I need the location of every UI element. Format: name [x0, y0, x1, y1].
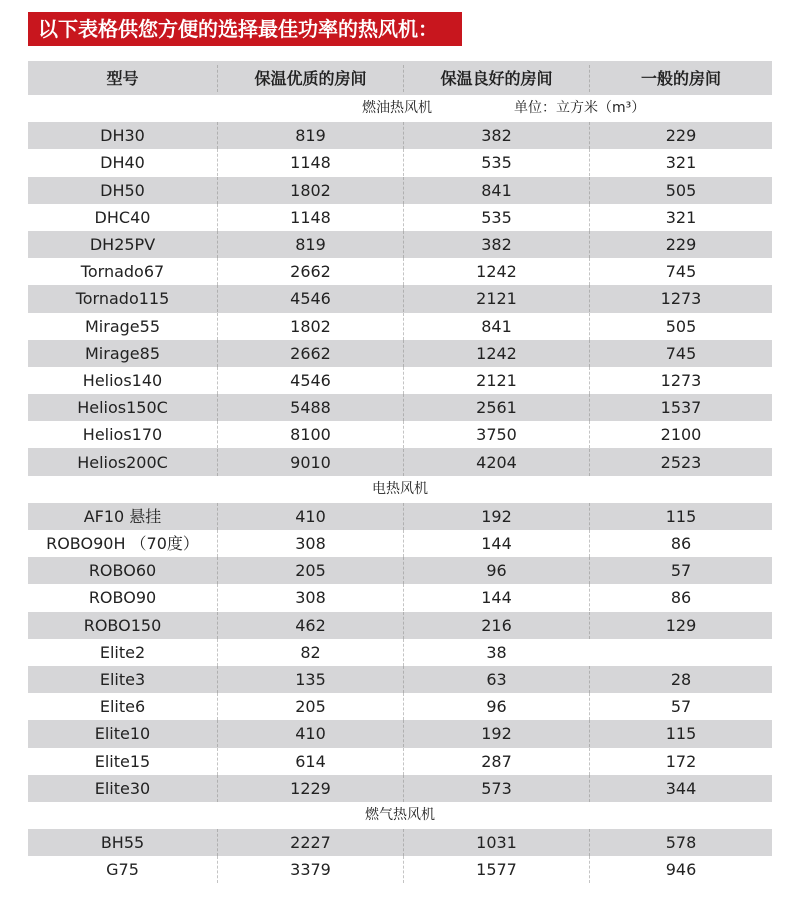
good-insulation-cell: 192 [403, 503, 589, 530]
excellent-insulation-cell: 205 [217, 693, 403, 720]
good-insulation-cell: 1242 [403, 258, 589, 285]
model-cell: Elite30 [94, 778, 151, 798]
table-row [28, 177, 772, 204]
excellent-insulation-cell: 3379 [217, 856, 403, 883]
table-row [28, 584, 772, 611]
model-cell: ROBO60 [88, 561, 157, 581]
average-room-cell: 86 [589, 530, 772, 557]
table-row [28, 231, 772, 258]
good-insulation-cell: 38 [403, 639, 589, 666]
model-cell: Elite6 [99, 697, 146, 717]
good-insulation-cell: 1031 [403, 829, 589, 856]
excellent-insulation-cell: 819 [217, 122, 403, 149]
table-row [28, 666, 772, 693]
good-insulation-cell: 3750 [403, 421, 589, 448]
excellent-insulation-cell: 410 [217, 720, 403, 747]
good-insulation-cell: 535 [403, 149, 589, 176]
good-insulation-cell: 287 [403, 748, 589, 775]
good-insulation-cell: 841 [403, 313, 589, 340]
excellent-insulation-cell: 4546 [217, 367, 403, 394]
excellent-insulation-cell: 1148 [217, 204, 403, 231]
good-insulation-cell: 144 [403, 584, 589, 611]
average-room-cell: 745 [589, 340, 772, 367]
good-insulation-cell: 535 [403, 204, 589, 231]
table-row [28, 748, 772, 775]
excellent-insulation-cell: 4546 [217, 285, 403, 312]
model-cell: ROBO90 [88, 588, 157, 608]
table-row [28, 421, 772, 448]
model-cell: Elite15 [94, 751, 151, 771]
table-row [28, 204, 772, 231]
unit-label: 单位：立方米（m³） [514, 100, 646, 116]
excellent-insulation-cell: 82 [217, 639, 403, 666]
table-header-row [28, 61, 772, 95]
average-room-cell: 115 [589, 720, 772, 747]
good-insulation-cell: 2561 [403, 394, 589, 421]
model-cell: Helios150C [77, 398, 168, 418]
section-heading-electric-heaters [28, 476, 772, 503]
model-cell: DH40 [100, 153, 145, 173]
model-cell: DHC40 [94, 207, 151, 227]
table-row [28, 149, 772, 176]
excellent-insulation-cell: 5488 [217, 394, 403, 421]
average-room-cell: 86 [589, 584, 772, 611]
excellent-insulation-cell: 462 [217, 612, 403, 639]
column-header-good-insulation: 保温良好的房间 [403, 65, 589, 92]
table-row [28, 258, 772, 285]
excellent-insulation-cell: 9010 [217, 449, 403, 476]
excellent-insulation-cell: 8100 [217, 421, 403, 448]
excellent-insulation-cell: 1148 [217, 149, 403, 176]
column-header-model: 型号 [106, 68, 139, 88]
good-insulation-cell: 2121 [403, 367, 589, 394]
table-row [28, 122, 772, 149]
average-room-cell: 2100 [589, 421, 772, 448]
model-cell: Helios200C [77, 452, 168, 472]
average-room-cell: 229 [589, 231, 772, 258]
excellent-insulation-cell: 614 [217, 748, 403, 775]
model-cell: DH50 [100, 180, 145, 200]
average-room-cell: 172 [589, 748, 772, 775]
excellent-insulation-cell: 308 [217, 530, 403, 557]
average-room-cell: 229 [589, 122, 772, 149]
model-cell: Elite3 [99, 670, 146, 690]
heater-selection-table [28, 61, 772, 883]
table-body [28, 95, 772, 883]
good-insulation-cell: 382 [403, 231, 589, 258]
good-insulation-cell: 573 [403, 775, 589, 802]
table-row [28, 448, 772, 475]
average-room-cell: 1537 [589, 394, 772, 421]
good-insulation-cell: 382 [403, 122, 589, 149]
model-cell: Tornado115 [75, 289, 170, 309]
table-row [28, 557, 772, 584]
model-cell: ROBO150 [83, 615, 162, 635]
excellent-insulation-cell: 1229 [217, 775, 403, 802]
excellent-insulation-cell: 410 [217, 503, 403, 530]
average-room-cell: 505 [589, 313, 772, 340]
page-banner-title: 以下表格供您方便的选择最佳功率的热风机： [28, 12, 462, 46]
excellent-insulation-cell: 2662 [217, 258, 403, 285]
model-cell: Tornado67 [80, 262, 165, 282]
average-room-cell: 578 [589, 829, 772, 856]
model-cell: DH30 [100, 126, 145, 146]
average-room-cell: 321 [589, 149, 772, 176]
good-insulation-cell: 96 [403, 693, 589, 720]
model-cell: Mirage85 [85, 343, 160, 363]
average-room-cell: 745 [589, 258, 772, 285]
good-insulation-cell: 1577 [403, 856, 589, 883]
excellent-insulation-cell: 1802 [217, 313, 403, 340]
excellent-insulation-cell: 135 [217, 666, 403, 693]
table-row [28, 639, 772, 666]
table-row [28, 693, 772, 720]
section-title: 燃油热风机 [362, 100, 432, 116]
model-cell: BH55 [100, 833, 145, 853]
good-insulation-cell: 2121 [403, 285, 589, 312]
table-row [28, 612, 772, 639]
good-insulation-cell: 841 [403, 177, 589, 204]
excellent-insulation-cell: 308 [217, 584, 403, 611]
table-row [28, 394, 772, 421]
model-cell: Mirage55 [85, 316, 160, 336]
average-room-cell: 57 [589, 557, 772, 584]
excellent-insulation-cell: 2227 [217, 829, 403, 856]
table-row [28, 285, 772, 312]
good-insulation-cell: 63 [403, 666, 589, 693]
section-title: 燃气热风机 [365, 806, 435, 823]
model-cell: Helios140 [82, 370, 163, 390]
table-row [28, 829, 772, 856]
model-cell: Helios170 [82, 425, 163, 445]
column-header-excellent-insulation: 保温优质的房间 [217, 65, 403, 92]
average-room-cell: 1273 [589, 367, 772, 394]
average-room-cell: 115 [589, 503, 772, 530]
model-cell: Elite10 [94, 724, 151, 744]
good-insulation-cell: 96 [403, 557, 589, 584]
excellent-insulation-cell: 819 [217, 231, 403, 258]
average-room-cell: 946 [589, 856, 772, 883]
section-heading-gas-heaters [28, 802, 772, 829]
model-cell: AF10 悬挂 [83, 506, 162, 526]
table-row [28, 313, 772, 340]
good-insulation-cell: 1242 [403, 340, 589, 367]
column-header-average-room: 一般的房间 [589, 65, 772, 92]
good-insulation-cell: 4204 [403, 449, 589, 476]
table-row [28, 503, 772, 530]
section-heading-fuel-oil-heaters [28, 95, 772, 122]
average-room-cell: 28 [589, 666, 772, 693]
average-room-cell: 321 [589, 204, 772, 231]
good-insulation-cell: 144 [403, 530, 589, 557]
average-room-cell: 57 [589, 693, 772, 720]
excellent-insulation-cell: 1802 [217, 177, 403, 204]
model-cell: ROBO90H （70度） [46, 534, 199, 554]
good-insulation-cell: 216 [403, 612, 589, 639]
table-row [28, 720, 772, 747]
excellent-insulation-cell: 205 [217, 557, 403, 584]
average-room-cell: 2523 [589, 449, 772, 476]
table-row [28, 530, 772, 557]
average-room-cell: 344 [589, 775, 772, 802]
average-room-cell: 129 [589, 612, 772, 639]
table-row [28, 367, 772, 394]
model-cell: G75 [106, 860, 139, 880]
table-row [28, 856, 772, 883]
average-room-cell: 1273 [589, 285, 772, 312]
model-cell: Elite2 [99, 642, 146, 662]
average-room-cell: 505 [589, 177, 772, 204]
table-row [28, 340, 772, 367]
table-row [28, 775, 772, 802]
excellent-insulation-cell: 2662 [217, 340, 403, 367]
section-title: 电热风机 [372, 480, 428, 497]
model-cell: DH25PV [89, 235, 156, 255]
good-insulation-cell: 192 [403, 720, 589, 747]
